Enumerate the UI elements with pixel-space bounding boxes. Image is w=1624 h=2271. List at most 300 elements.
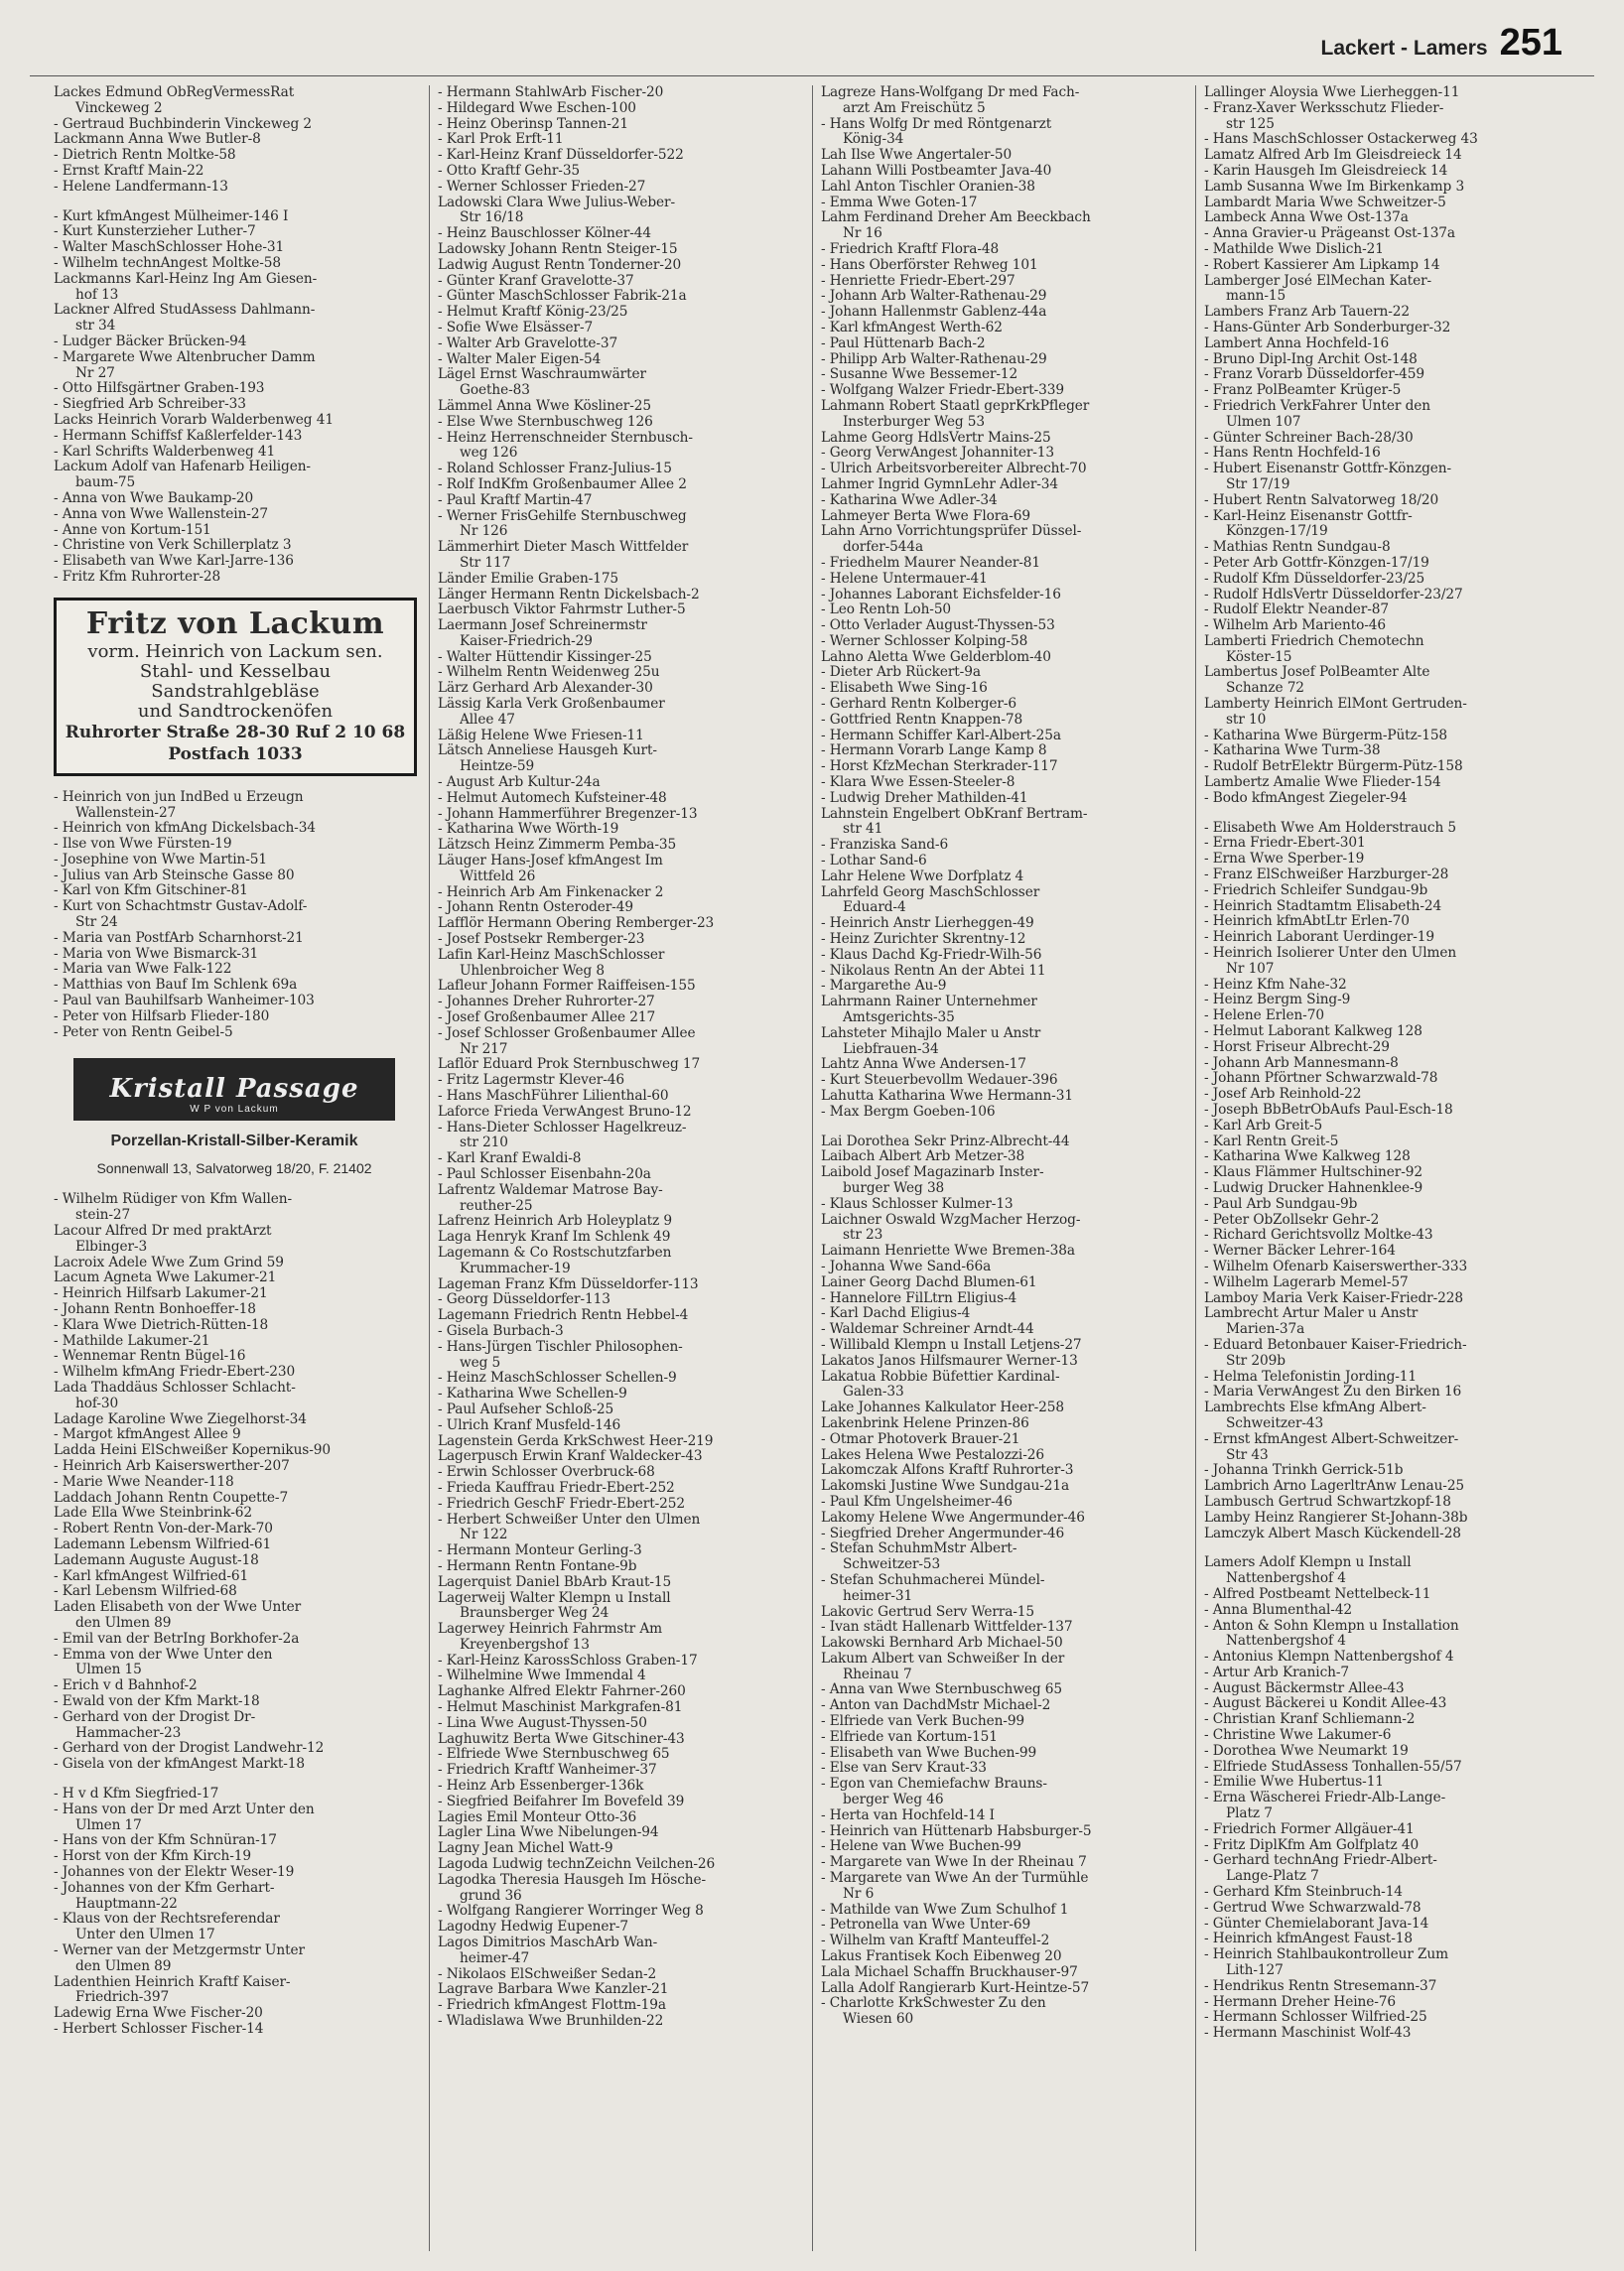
directory-entry-line: Lahmer Ingrid GymnLehr Adler-34: [821, 475, 1059, 492]
directory-entry-line: - Maria von Wwe Bismarck-31: [54, 945, 259, 962]
header-rule: [30, 75, 1594, 76]
directory-entry-line: - Walter Hüttendir Kissinger-25: [438, 648, 652, 665]
directory-entry-line: - Heinrich kfmAbtLtr Erlen-70: [1204, 913, 1410, 930]
directory-entry-line: weg 126: [460, 445, 518, 462]
directory-entry-line: Laddach Johann Rentn Coupette-7: [54, 1489, 289, 1506]
directory-entry-line: Ulmen 107: [1226, 413, 1301, 430]
directory-entry-line: - August Bäckermstr Allee-43: [1204, 1679, 1405, 1696]
ad-kristall-subtitle: W P von Lackum: [190, 1104, 279, 1116]
directory-entry-line: - Klara Wwe Essen-Steeler-8: [821, 774, 1015, 791]
directory-entry-line: Kaiser-Friedrich-29: [460, 632, 593, 649]
directory-entry-line: Lahtz Anna Wwe Andersen-17: [821, 1056, 1026, 1073]
directory-entry-line: str 34: [75, 318, 116, 334]
directory-entry-line: - Otto Hilfsgärtner Graben-193: [54, 380, 265, 397]
directory-entry-line: - Artur Arb Kranich-7: [1204, 1664, 1349, 1680]
directory-entry-line: - Maria van Wwe Falk-122: [54, 961, 232, 978]
directory-entry-line: - Susanne Wwe Bessemer-12: [821, 366, 1018, 383]
directory-entry-line: - Friedrich Kraftf Wanheimer-37: [438, 1762, 657, 1779]
directory-columns: [46, 85, 1578, 2251]
directory-entry-line: - Gerhard von der Drogist Landwehr-12: [54, 1740, 325, 1757]
directory-entry-line: Elbinger-3: [75, 1238, 148, 1255]
directory-entry-line: - Gerhard von der Drogist Dr-: [54, 1708, 256, 1725]
directory-entry-line: - Erwin Schlosser Overbruck-68: [438, 1464, 655, 1481]
directory-entry-line: - Helma Telefonistin Jording-11: [1204, 1368, 1418, 1385]
directory-entry-line: - Hermann Schlosser Wilfried-25: [1204, 2009, 1427, 2026]
directory-entry-line: Goethe-83: [460, 382, 530, 399]
entry-gap: [821, 1121, 1187, 1135]
directory-entry-line: - Günter Kranf Gravelotte-37: [438, 272, 634, 289]
directory-entry-line: - Ludwig Drucker Hahnenklee-9: [1204, 1179, 1423, 1196]
directory-entry-line: Lageman Franz Kfm Düsseldorfer-113: [438, 1275, 699, 1292]
directory-entry-line: - Hermann Rentn Fontane-9b: [438, 1557, 637, 1574]
directory-entry-line: - Heinz Oberinsp Tannen-21: [438, 115, 628, 132]
directory-entry-line: Nattenbergshof 4: [1226, 1633, 1346, 1650]
ad-kristall-description: Porzellan-Kristall-Silber-Keramik: [110, 1133, 358, 1150]
directory-entry-line: Lamb Susanna Wwe Im Birkenkamp 3: [1204, 178, 1465, 195]
directory-entry-line: - Paul Kraftf Martin-47: [438, 491, 593, 508]
directory-entry-line: Str 43: [1226, 1446, 1269, 1463]
directory-entry-line: Lätzsch Heinz Zimmerm Pemba-35: [438, 837, 677, 854]
directory-entry-line: - Wilhelm technAngest Moltke-58: [54, 254, 281, 271]
directory-entry-line: - Kurt Steuerbevollm Wedauer-396: [821, 1072, 1058, 1089]
directory-entry-line: - Ludwig Dreher Mathilden-41: [821, 789, 1028, 806]
directory-entry-line: - Heinrich Stadtamtm Elisabeth-24: [1204, 897, 1442, 914]
directory-entry-line: den Ulmen 89: [75, 1614, 172, 1631]
directory-entry-line: - Georg VerwAngest Johanniter-13: [821, 445, 1055, 462]
entry-gap: [1204, 807, 1570, 821]
directory-entry-line: - Petronella van Wwe Unter-69: [821, 1917, 1031, 1934]
directory-entry-line: Lagrave Barbara Wwe Kanzler-21: [438, 1981, 669, 1998]
directory-entry-line: Lagoda Ludwig technZeichn Veilchen-26: [438, 1856, 716, 1873]
directory-entry-line: Lafleur Johann Former Raiffeisen-155: [438, 978, 696, 995]
directory-entry-line: - Hans-Jürgen Tischler Philosophen-: [438, 1338, 683, 1355]
directory-entry-line: - Emma von der Wwe Unter den: [54, 1646, 273, 1663]
directory-entry-line: - Anna Blumenthal-42: [1204, 1601, 1353, 1618]
directory-entry-line: heimer-47: [460, 1949, 530, 1966]
directory-entry-line: - Josephine von Wwe Martin-51: [54, 851, 267, 868]
directory-entry-line: Lagreze Hans-Wolfgang Dr med Fach-: [821, 85, 1080, 100]
directory-entry-line: - Hans-Dieter Schlosser Hagelkreuz-: [438, 1119, 687, 1136]
directory-entry-line: - Leo Rentn Loh-50: [821, 601, 952, 618]
directory-entry-line: - Erna Wwe Sperber-19: [1204, 851, 1365, 868]
directory-entry-line: - Heinrich Arb Kaiserswerther-207: [54, 1458, 290, 1474]
directory-entry-line: - Gerhard Rentn Kolberger-6: [821, 696, 1016, 713]
directory-entry-line: - Anna van Wwe Sternbuschweg 65: [821, 1681, 1062, 1698]
directory-entry-line: Lambert Anna Hochfeld-16: [1204, 334, 1390, 351]
column-4-entries: [1204, 85, 1570, 2042]
directory-entry-line: Nr 217: [460, 1040, 508, 1057]
directory-entry-line: Str 17/19: [1226, 475, 1290, 492]
directory-entry-line: - Hubert Rentn Salvatorweg 18/20: [1204, 491, 1439, 508]
directory-entry-line: - Ilse von Wwe Fürsten-19: [54, 836, 232, 853]
directory-entry-line: - Erich v d Bahnhof-2: [54, 1677, 198, 1694]
directory-entry-line: - Marie Wwe Neander-118: [54, 1473, 234, 1490]
page-number: 251: [1499, 22, 1562, 64]
directory-entry-line: - Heinz Arb Essenberger-136k: [438, 1778, 644, 1795]
directory-entry-line: - Franz ElSchweißer Harzburger-28: [1204, 867, 1449, 883]
directory-entry-line: Laibold Josef Magazinarb Inster-: [821, 1164, 1044, 1181]
directory-entry-line: - Bodo kfmAngest Ziegeler-94: [1204, 789, 1408, 806]
directory-entry-line: - Dietrich Rentn Moltke-58: [54, 147, 236, 164]
directory-entry-line: - Klaus von der Rechtsreferendar: [54, 1911, 280, 1928]
directory-entry-line: Wiesen 60: [843, 2011, 914, 2028]
directory-entry-line: Lakus Frantisek Koch Eibenweg 20: [821, 1948, 1062, 1965]
directory-entry-line: - Karl von Kfm Gitschiner-81: [54, 882, 248, 899]
directory-entry-line: - Elfriede StudAssess Tonhallen-55/57: [1204, 1758, 1462, 1775]
directory-entry-line: - Hannelore FilLtrn Eligius-4: [821, 1289, 1017, 1306]
directory-entry-line: - Johann Hallenmstr Gablenz-44a: [821, 304, 1047, 321]
directory-entry-line: Laichner Oswald WzgMacher Herzog-: [821, 1211, 1081, 1228]
directory-entry-line: - Rudolf Kfm Düsseldorfer-23/25: [1204, 570, 1425, 587]
directory-entry-line: - Georg Düsseldorfer-113: [438, 1291, 610, 1308]
directory-entry-line: - Ernst kfmAngest Albert-Schweitzer-: [1204, 1430, 1459, 1447]
ad-lackum-title: Fritz von Lackum: [85, 605, 385, 641]
ad-lackum-line: vorm. Heinrich von Lackum sen.: [87, 640, 383, 662]
entry-gap: [54, 196, 421, 209]
directory-entry-line: Liebfrauen-34: [843, 1040, 939, 1057]
ad-lackum-line: Sandstrahlgebläse: [151, 680, 320, 702]
directory-entry-line: - Margarete van Wwe An der Turmühle: [821, 1870, 1089, 1887]
directory-entry-line: Lambrich Arno LagerltrAnw Lenau-25: [1204, 1478, 1465, 1495]
directory-entry-line: Lamers Adolf Klempn u Install: [1204, 1554, 1412, 1571]
directory-entry-line: - Heinz Herrenschneider Sternbusch-: [438, 429, 693, 446]
directory-entry-line: Ladowsky Johann Rentn Steiger-15: [438, 240, 678, 257]
directory-entry-line: - Heinrich von jun IndBed u Erzeugn: [54, 788, 304, 805]
column-4: [1195, 85, 1578, 2251]
directory-entry-line: Str 209b: [1226, 1352, 1286, 1369]
directory-entry-line: - August Bäckerei u Kondit Allee-43: [1204, 1695, 1447, 1712]
directory-entry-line: - Katharina Wwe Adler-34: [821, 491, 998, 508]
directory-entry-line: str 23: [843, 1227, 883, 1244]
directory-entry-line: - Johanna Trinkh Gerrick-51b: [1204, 1462, 1404, 1479]
directory-entry-line: - Ludger Bäcker Brücken-94: [54, 333, 247, 349]
directory-entry-line: - Peter Arb Gottfr-Könzgen-17/19: [1204, 554, 1429, 571]
directory-entry-line: - Fritz Lagermstr Klever-46: [438, 1072, 624, 1089]
directory-entry-line: str 210: [460, 1135, 508, 1151]
directory-entry-line: Uhlenbroicher Weg 8: [460, 962, 606, 979]
directory-entry-line: Lahsteter Mihajlo Maler u Anstr: [821, 1024, 1041, 1041]
directory-entry-line: Lagler Lina Wwe Nibelungen-94: [438, 1824, 659, 1841]
directory-entry-line: Schweitzer-53: [843, 1556, 941, 1573]
directory-entry-line: - Karin Hausgeh Im Gleisdreieck 14: [1204, 162, 1448, 179]
directory-entry-line: Lahno Aletta Wwe Gelderblom-40: [821, 648, 1051, 665]
directory-entry-line: - Peter von Hilfsarb Flieder-180: [54, 1007, 270, 1024]
directory-entry-line: - Franz PolBeamter Krüger-5: [1204, 382, 1402, 399]
directory-entry-line: - Johann Rentn Osteroder-49: [438, 899, 633, 916]
directory-entry-line: Ulmen 17: [75, 1816, 142, 1833]
directory-entry-line: Lacour Alfred Dr med praktArzt: [54, 1223, 272, 1240]
directory-entry-line: - Walter Maler Eigen-54: [438, 350, 602, 367]
directory-entry-line: Laga Henryk Kranf Im Schlenk 49: [438, 1229, 671, 1246]
directory-entry-line: - Christine von Verk Schillerplatz 3: [54, 537, 292, 554]
directory-entry-line: - Wilhelmine Wwe Immendal 4: [438, 1668, 646, 1684]
directory-entry-line: - Helene van Wwe Buchen-99: [821, 1838, 1021, 1855]
directory-entry-line: Allee 47: [460, 711, 515, 728]
directory-entry-line: - Mathilde van Wwe Zum Schulhof 1: [821, 1901, 1069, 1918]
directory-entry-line: Lätsch Anneliese Hausgeh Kurt-: [438, 742, 657, 759]
directory-entry-line: - Matthias von Bauf Im Schlenk 69a: [54, 977, 298, 994]
directory-entry-line: - Katharina Wwe Schellen-9: [438, 1386, 627, 1403]
directory-entry-line: König-34: [843, 131, 904, 148]
directory-entry-line: Lacum Agneta Wwe Lakumer-21: [54, 1269, 277, 1286]
directory-entry-line: Braunsberger Weg 24: [460, 1605, 609, 1622]
directory-entry-line: - Siegfried Dreher Angermunder-46: [821, 1525, 1065, 1541]
directory-entry-line: Lamberger José ElMechan Kater-: [1204, 272, 1432, 289]
directory-entry-line: Länder Emilie Graben-175: [438, 570, 619, 587]
directory-entry-line: - H v d Kfm Siegfried-17: [54, 1785, 219, 1802]
directory-entry-line: - Gottfried Rentn Knappen-78: [821, 711, 1023, 728]
directory-entry-line: - Fritz Kfm Ruhrorter-28: [54, 568, 221, 585]
directory-entry-line: - Rudolf BetrElektr Bürgerm-Pütz-158: [1204, 758, 1463, 775]
directory-entry-line: - Walter Arb Gravelotte-37: [438, 334, 618, 351]
directory-entry-line: Laerbusch Viktor Fahrmstr Luther-5: [438, 601, 686, 618]
directory-entry-line: Lackes Edmund ObRegVermessRat: [54, 85, 295, 100]
directory-entry-line: Lagerquist Daniel BbArb Kraut-15: [438, 1573, 672, 1590]
directory-entry-line: - Elfriede van Kortum-151: [821, 1728, 998, 1745]
directory-entry-line: - Helene Landfermann-13: [54, 178, 228, 195]
directory-entry-line: Lahmeyer Berta Wwe Flora-69: [821, 507, 1030, 524]
directory-entry-line: - Heinrich Isolierer Unter den Ulmen: [1204, 945, 1457, 962]
directory-entry-line: Laflör Eduard Prok Sternbuschweg 17: [438, 1056, 701, 1073]
directory-entry-line: - Otmar Photoverk Brauer-21: [821, 1430, 1020, 1447]
directory-entry-line: Lakowski Bernhard Arb Michael-50: [821, 1635, 1063, 1652]
directory-entry-line: - Peter von Rentn Geibel-5: [54, 1023, 233, 1040]
directory-entry-line: Str 117: [460, 554, 511, 571]
directory-entry-line: Str 24: [75, 914, 118, 931]
directory-entry-line: - Nikolaus Rentn An der Abtei 11: [821, 962, 1046, 979]
directory-entry-line: - Lothar Sand-6: [821, 853, 927, 869]
directory-entry-line: stein-27: [75, 1207, 131, 1224]
directory-entry-line: - Anna von Wwe Baukamp-20: [54, 489, 254, 506]
directory-entry-line: - Karl Rentn Greit-5: [1204, 1133, 1339, 1149]
directory-entry-line: - Mathilde Lakumer-21: [54, 1332, 210, 1349]
directory-entry-line: Ladage Karoline Wwe Ziegelhorst-34: [54, 1410, 307, 1427]
directory-entry-line: - Johann Arb Walter-Rathenau-29: [821, 288, 1047, 305]
directory-entry-line: Laforce Frieda VerwAngest Bruno-12: [438, 1103, 692, 1120]
directory-entry-line: - Max Bergm Goeben-106: [821, 1103, 996, 1120]
directory-entry-line: - Johann Pförtner Schwarzwald-78: [1204, 1070, 1438, 1087]
directory-entry-line: - Ernst Kraftf Main-22: [54, 162, 204, 179]
directory-entry-line: - Hermann Schiffsf Kaßlerfelder-143: [54, 427, 303, 444]
directory-entry-line: - Friedrich Former Allgäuer-41: [1204, 1820, 1415, 1837]
directory-entry-line: - Karl Prok Erft-11: [438, 131, 564, 148]
directory-entry-line: - Antonius Klempn Nattenbergshof 4: [1204, 1649, 1454, 1666]
directory-entry-line: - Else van Serv Kraut-33: [821, 1760, 987, 1777]
entry-gap: [54, 1773, 421, 1787]
directory-entry-line: - Herbert Schlosser Fischer-14: [54, 2020, 264, 2037]
directory-entry-line: - Karl Dachd Eligius-4: [821, 1305, 971, 1322]
directory-entry-line: - Walter MaschSchlosser Hohe-31: [54, 239, 285, 256]
directory-entry-line: str 10: [1226, 711, 1267, 728]
directory-entry-line: - Katharina Wwe Kalkweg 128: [1204, 1148, 1411, 1165]
directory-entry-line: - Willibald Klempn u Install Letjens-27: [821, 1336, 1082, 1353]
directory-entry-line: - Hans Rentn Hochfeld-16: [1204, 445, 1381, 462]
directory-entry-line: - Johannes von der Elektr Weser-19: [54, 1863, 295, 1880]
directory-entry-line: Lagodka Theresia Hausgeh Im Hösche-: [438, 1871, 707, 1888]
directory-entry-line: - Hans von der Kfm Schnüran-17: [54, 1832, 277, 1849]
directory-entry-line: Länger Hermann Rentn Dickelsbach-2: [438, 586, 700, 602]
directory-entry-line: - Klara Wwe Dietrich-Rütten-18: [54, 1316, 269, 1333]
directory-entry-line: - Bruno Dipl-Ing Archit Ost-148: [1204, 350, 1418, 367]
directory-entry-line: - Helene Untermauer-41: [821, 570, 988, 587]
directory-entry-line: - Josef Schlosser Großenbaumer Allee: [438, 1024, 696, 1041]
directory-entry-line: - Paul Arb Sundgau-9b: [1204, 1195, 1358, 1212]
directory-entry-line: - Hans MaschSchlosser Ostackerweg 43: [1204, 131, 1478, 148]
directory-entry-line: Ulmen 15: [75, 1662, 142, 1678]
directory-entry-line: - Werner FrisGehilfe Sternbuschweg: [438, 507, 687, 524]
directory-entry-line: Köster-15: [1226, 648, 1292, 665]
directory-entry-line: - Henriette Friedr-Ebert-297: [821, 272, 1015, 289]
directory-entry-line: - Franz Vorarb Düsseldorfer-459: [1204, 366, 1425, 383]
directory-entry-line: Lackmann Anna Wwe Butler-8: [54, 131, 261, 148]
column-1-part-a: [54, 85, 421, 586]
column-1-part-c: [54, 1192, 421, 2037]
directory-entry-line: Lagodny Hedwig Eupener-7: [438, 1919, 628, 1936]
entry-gap: [1204, 1541, 1570, 1555]
directory-entry-line: - Rudolf HdlsVertr Düsseldorfer-23/27: [1204, 586, 1463, 602]
directory-entry-line: - Gerhard technAng Friedr-Albert-: [1204, 1852, 1437, 1869]
directory-entry-line: Lakomski Justine Wwe Sundgau-21a: [821, 1478, 1070, 1495]
directory-entry-line: Ladewig Erna Wwe Fischer-20: [54, 2005, 263, 2022]
directory-entry-line: Amtsgerichts-35: [843, 1009, 955, 1026]
directory-entry-line: Lahn Arno Vorrichtungsprüfer Düssel-: [821, 523, 1082, 540]
directory-entry-line: Lakenbrink Helene Prinzen-86: [821, 1414, 1029, 1431]
directory-entry-line: - Mathilde Wwe Dislich-21: [1204, 240, 1384, 257]
directory-entry-line: - Ewald von der Kfm Markt-18: [54, 1692, 260, 1709]
directory-entry-line: Lambusch Gertrud Schwartzkopf-18: [1204, 1493, 1451, 1510]
column-2-entries: [438, 85, 804, 2030]
directory-entry-line: - Elisabeth van Wwe Karl-Jarre-136: [54, 553, 294, 570]
directory-entry-line: - Maria VerwAngest Zu den Birken 16: [1204, 1384, 1462, 1401]
directory-entry-line: - Mathias Rentn Sundgau-8: [1204, 539, 1391, 556]
directory-entry-line: - Anton & Sohn Klempn u Installation: [1204, 1617, 1459, 1634]
directory-entry-line: - Robert Kassierer Am Lipkamp 14: [1204, 256, 1440, 273]
directory-entry-line: Laimann Henriette Wwe Bremen-38a: [821, 1243, 1075, 1260]
directory-entry-line: Insterburger Weg 53: [843, 413, 985, 430]
directory-entry-line: Wallenstein-27: [75, 804, 177, 821]
directory-entry-line: - Hermann Maschinist Wolf-43: [1204, 2025, 1412, 2042]
directory-entry-line: - Heinz Zurichter Skrentny-12: [821, 931, 1026, 948]
directory-entry-line: Lackum Adolf van Hafenarb Heiligen-: [54, 459, 311, 475]
directory-entry-line: - Sofie Wwe Elsässer-7: [438, 319, 594, 335]
directory-entry-line: - Frieda Kauffrau Friedr-Ebert-252: [438, 1479, 675, 1496]
directory-entry-line: Friedrich-397: [75, 1989, 170, 2006]
directory-entry-line: - Anne von Kortum-151: [54, 521, 211, 538]
directory-entry-line: - Gertrud Wwe Schwarzwald-78: [1204, 1899, 1421, 1916]
directory-entry-line: - Paul Hüttenarb Bach-2: [821, 334, 986, 351]
directory-entry-line: Lambeck Anna Wwe Ost-137a: [1204, 209, 1409, 226]
directory-entry-line: mann-15: [1226, 288, 1286, 305]
directory-entry-line: Rheinau 7: [843, 1666, 912, 1682]
directory-entry-line: - Johannes Dreher Ruhrorter-27: [438, 994, 655, 1010]
directory-entry-line: - Karl-Heinz Eisenanstr Gottfr-: [1204, 507, 1413, 524]
directory-entry-line: - Richard Gerichtsvollz Moltke-43: [1204, 1227, 1433, 1244]
directory-entry-line: Lämmel Anna Wwe Kösliner-25: [438, 397, 651, 414]
directory-entry-line: Lackner Alfred StudAssess Dahlmann-: [54, 302, 316, 319]
directory-entry-line: - Wilhelm Rüdiger von Kfm Wallen-: [54, 1191, 292, 1208]
directory-entry-line: str 125: [1226, 115, 1275, 132]
directory-entry-line: baum-75: [75, 474, 136, 491]
directory-entry-line: - Joseph BbBetrObAufs Paul-Esch-18: [1204, 1102, 1453, 1118]
directory-entry-line: - Heinrich van Hüttenarb Habsburger-5: [821, 1822, 1092, 1839]
directory-entry-line: Lagerwey Heinrich Fahrmstr Am: [438, 1621, 662, 1638]
directory-entry-line: Lamberti Friedrich Chemotechn: [1204, 632, 1424, 649]
directory-entry-line: Lafrentz Waldemar Matrose Bay-: [438, 1181, 663, 1198]
running-title: Lackert - Lamers: [1320, 37, 1488, 60]
directory-entry-line: - Emma Wwe Goten-17: [821, 194, 978, 210]
directory-entry-line: Nr 6: [843, 1885, 875, 1902]
directory-entry-line: - Helmut Laborant Kalkweg 128: [1204, 1023, 1422, 1040]
directory-entry-line: - Wilhelm Rentn Weidenweg 25u: [438, 664, 660, 681]
directory-entry-line: - Siegfried Beifahrer Im Bovefeld 39: [438, 1793, 685, 1809]
directory-entry-line: Vinckeweg 2: [75, 99, 163, 116]
directory-entry-line: - Lina Wwe August-Thyssen-50: [438, 1714, 647, 1731]
directory-entry-line: - Günter Schreiner Bach-28/30: [1204, 429, 1414, 446]
directory-entry-line: - Ulrich Arbeitsvorbereiter Albrecht-70: [821, 461, 1087, 477]
directory-entry-line: Lambrecht Artur Maler u Anstr: [1204, 1305, 1419, 1322]
directory-entry-line: - Hans MaschFührer Lilienthal-60: [438, 1088, 669, 1104]
directory-entry-line: - Hermann Vorarb Lange Kamp 8: [821, 742, 1047, 759]
directory-entry-line: Lahann Willi Postbeamter Java-40: [821, 162, 1052, 179]
directory-entry-line: hof-30: [75, 1395, 119, 1411]
directory-entry-line: - Margot kfmAngest Allee 9: [54, 1426, 241, 1443]
directory-entry-line: - Helmut Kraftf König-23/25: [438, 304, 628, 321]
directory-entry-line: dorfer-544a: [843, 539, 924, 556]
directory-entry-line: Hauptmann-22: [75, 1895, 178, 1912]
directory-entry-line: Lambertz Amalie Wwe Flieder-154: [1204, 774, 1441, 791]
directory-entry-line: Läßig Helene Wwe Friesen-11: [438, 727, 644, 743]
directory-entry-line: - Roland Schlosser Franz-Julius-15: [438, 461, 672, 477]
directory-entry-line: Lakum Albert van Schweißer In der: [821, 1650, 1065, 1667]
directory-entry-line: Nr 16: [843, 225, 882, 242]
directory-entry-line: Lahr Helene Wwe Dorfplatz 4: [821, 868, 1024, 884]
directory-entry-line: - Helene Erlen-70: [1204, 1007, 1324, 1024]
directory-entry-line: - Klaus Schlosser Kulmer-13: [821, 1195, 1014, 1212]
directory-entry-line: Lagny Jean Michel Watt-9: [438, 1840, 613, 1857]
directory-entry-line: Lainer Georg Dachd Blumen-61: [821, 1273, 1037, 1290]
directory-entry-line: - Dieter Arb Rückert-9a: [821, 664, 981, 681]
ad-kristall-title: Kristall Passage: [109, 1074, 359, 1105]
directory-entry-line: - Eduard Betonbauer Kaiser-Friedrich-: [1204, 1336, 1467, 1353]
directory-entry-line: - Kurt Kunsterzieher Luther-7: [54, 223, 256, 240]
directory-entry-line: Lambrechts Else kfmAng Albert-: [1204, 1400, 1426, 1416]
directory-entry-line: - Günter Chemielaborant Java-14: [1204, 1915, 1429, 1932]
directory-entry-line: - Johanna Wwe Sand-66a: [821, 1258, 992, 1274]
directory-entry-line: - Hendrikus Rentn Stresemann-37: [1204, 1977, 1437, 1994]
directory-entry-line: - Heinrich Anstr Lierheggen-49: [821, 915, 1034, 932]
directory-entry-line: Lagies Emil Monteur Otto-36: [438, 1808, 637, 1825]
directory-entry-line: Lakomy Helene Wwe Angermunder-46: [821, 1509, 1085, 1526]
directory-entry-line: - Horst Friseur Albrecht-29: [1204, 1038, 1390, 1055]
directory-entry-line: - Wladislawa Wwe Brunhilden-22: [438, 2013, 664, 2030]
directory-entry-line: - Margarete van Wwe In der Rheinau 7: [821, 1854, 1087, 1871]
directory-entry-line: - Dorothea Wwe Neumarkt 19: [1204, 1742, 1409, 1759]
directory-entry-line: - Wilhelm van Kraftf Manteuffel-2: [821, 1933, 1050, 1949]
directory-entry-line: - Horst KfzMechan Sterkrader-117: [821, 758, 1058, 775]
directory-entry-line: heimer-31: [843, 1587, 913, 1604]
directory-entry-line: - Julius van Arb Steinsche Gasse 80: [54, 867, 295, 883]
directory-entry-line: - Paul van Bauhilfsarb Wanheimer-103: [54, 993, 315, 1009]
directory-entry-line: - Friedrich Schleifer Sundgau-9b: [1204, 881, 1428, 898]
directory-entry-line: - Karl Arb Greit-5: [1204, 1117, 1323, 1134]
directory-entry-line: - Karl Kranf Ewaldi-8: [438, 1150, 582, 1167]
directory-entry-line: - Klaus Dachd Kg-Friedr-Wilh-56: [821, 946, 1042, 963]
directory-entry-line: Nr 27: [75, 364, 115, 381]
directory-entry-line: - Josef Großenbaumer Allee 217: [438, 1009, 656, 1026]
ad-lackum-line: und Sandtrockenöfen: [137, 700, 334, 722]
directory-entry-line: - Horst von der Kfm Kirch-19: [54, 1848, 251, 1865]
directory-entry-line: Platz 7: [1226, 1805, 1273, 1822]
